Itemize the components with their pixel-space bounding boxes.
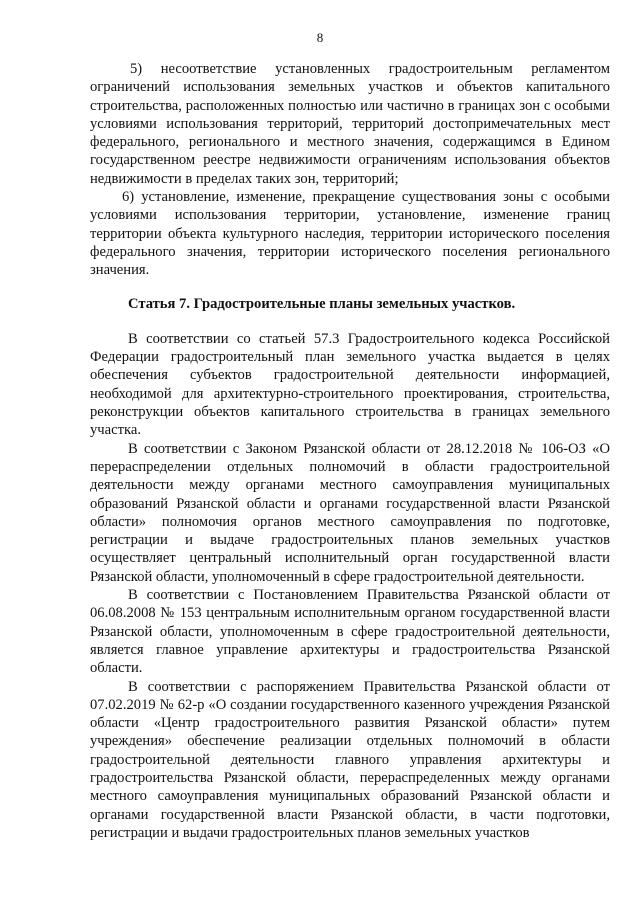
list-item-5: 5) несоответствие установленных градостроительным регламентом ограничений использования земельных участков и объектов капитального строительства, расположенных полностью или частично в границах зон с особыми условиями использования территорий, территорий достопримечательных мест федерального, регионального и местного значения, содержащимся в Едином государственном реестре недвижимости ограничениям использования объектов недвижимости в пределах таких зон, территорий;	[90, 61, 610, 187]
page-number: 8	[316, 30, 324, 45]
paragraph-4: В соответствии с распоряжением Правительства Рязанской области от 07.02.2019 № 62-р «О создании государственного казенного учреждения Рязанской области «Центр градостроительного развития Рязанской области» путем учреждения» обеспечение реализации отдельных полномочий в области градостроительной деятельности главного управления архитектуры и градостроительства Рязанской области, перераспределенных между органами местного самоуправления муниципальных образований Рязанской области и органами государственной власти Рязанской области, в части подготовки, регистрации и выдачи градостроительных планов земельных участков	[90, 678, 610, 841]
article-heading: Статья 7. Градостроительные планы земельных участков.	[128, 295, 516, 312]
paragraph-2: В соответствии с Законом Рязанской области от 28.12.2018 № 106-ОЗ «О перераспределении отдельных полномочий в области градостроительной деятельности между органами местного самоуправления муниципальных образований Рязанской области и органами государственной власти Рязанской области» полномочия органов местного самоуправления по подготовке, регистрации и выдаче градостроительных планов земельных участков осуществляет центральный исполнительный орган государственной власти Рязанской области, уполномоченный в сфере градостроительной деятельности.	[90, 440, 610, 585]
list-item-6: 6) установление, изменение, прекращение существования зоны с особыми условиями использования территории, установление, изменение границ территории объекта культурного наследия, территории исторического поселения федерального значения, территории исторического поселения регионального значения.	[90, 189, 610, 279]
document-body	[90, 60, 610, 842]
paragraph-1: В соответствии со статьей 57.3 Градостроительного кодекса Российской Федерации градостроительный план земельного участка выдается в целях обеспечения субъектов градостроительной деятельности информацией, необходимой для архитектурно-строительного проектирования, строительства, реконструкции объектов капитального строительства в границах земельного участка.	[90, 330, 610, 439]
paragraph-3: В соответствии с Постановлением Правительства Рязанской области от 06.08.2008 № 153 центральным исполнительным органом государственной власти Рязанской области, уполномоченным в сфере градостроительной деятельности, является главное управление архитектуры и градостроительства Рязанской области.	[90, 587, 610, 677]
